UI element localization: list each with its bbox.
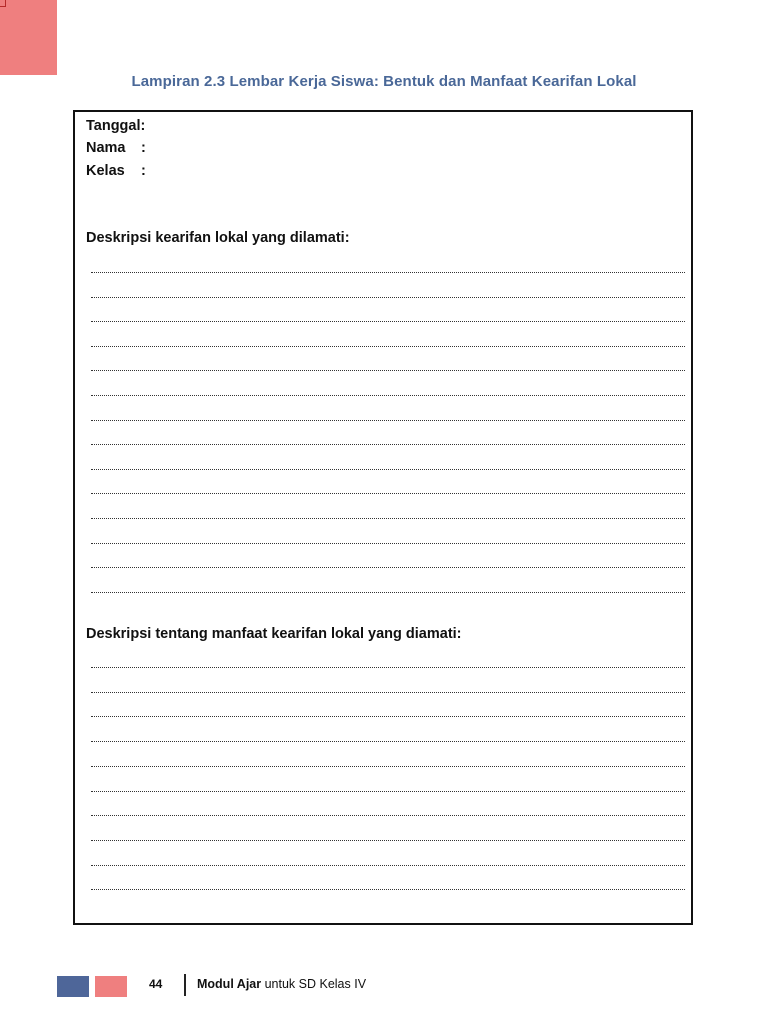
footer-book-title: [197, 977, 366, 991]
writing-line: [91, 370, 685, 371]
section-heading-description: Deskripsi kearifan lokal yang dilamati:: [86, 230, 350, 246]
writing-line: [91, 444, 685, 445]
writing-line: [91, 395, 685, 396]
field-nama: [86, 140, 146, 156]
field-tanggal-label: Tanggal:: [86, 118, 146, 134]
writing-line: [91, 592, 685, 593]
writing-line: [91, 321, 685, 322]
writing-line: [91, 469, 685, 470]
writing-line: [91, 692, 685, 693]
writing-line: [91, 865, 685, 866]
section-heading-benefits: Deskripsi tentang manfaat kearifan lokal yang diamati:: [86, 626, 462, 642]
writing-line: [91, 346, 685, 347]
writing-line: [91, 840, 685, 841]
writing-line: [91, 766, 685, 767]
field-separator: :: [141, 163, 146, 179]
corner-accent-block: [0, 0, 57, 75]
field-nama-label: Nama: [86, 140, 126, 156]
writing-line: [91, 272, 685, 273]
field-kelas-label: Kelas: [86, 163, 125, 179]
crop-mark: [5, 0, 6, 6]
writing-line: [91, 420, 685, 421]
writing-line: [91, 741, 685, 742]
writing-line: [91, 716, 685, 717]
field-tanggal: [86, 118, 145, 134]
worksheet-box: [73, 110, 693, 925]
field-separator: :: [141, 140, 146, 156]
footer-accent-pink: [95, 976, 127, 997]
crop-mark: [0, 6, 6, 7]
writing-line: [91, 567, 685, 568]
footer-accent-blue: [57, 976, 89, 997]
writing-line: [91, 518, 685, 519]
writing-line: [91, 493, 685, 494]
footer-title-bold: Modul Ajar: [197, 977, 262, 991]
field-kelas: [86, 163, 146, 179]
writing-line: [91, 815, 685, 816]
writing-line: [91, 667, 685, 668]
worksheet-title: Lampiran 2.3 Lembar Kerja Siswa: Bentuk dan Manfaat Kearifan Lokal: [131, 73, 637, 90]
page-number: 44: [149, 977, 163, 991]
footer-divider: [184, 974, 186, 996]
writing-line: [91, 791, 685, 792]
writing-line: [91, 297, 685, 298]
footer-title-rest: untuk SD Kelas IV: [261, 977, 367, 991]
writing-line: [91, 543, 685, 544]
writing-line: [91, 889, 685, 890]
